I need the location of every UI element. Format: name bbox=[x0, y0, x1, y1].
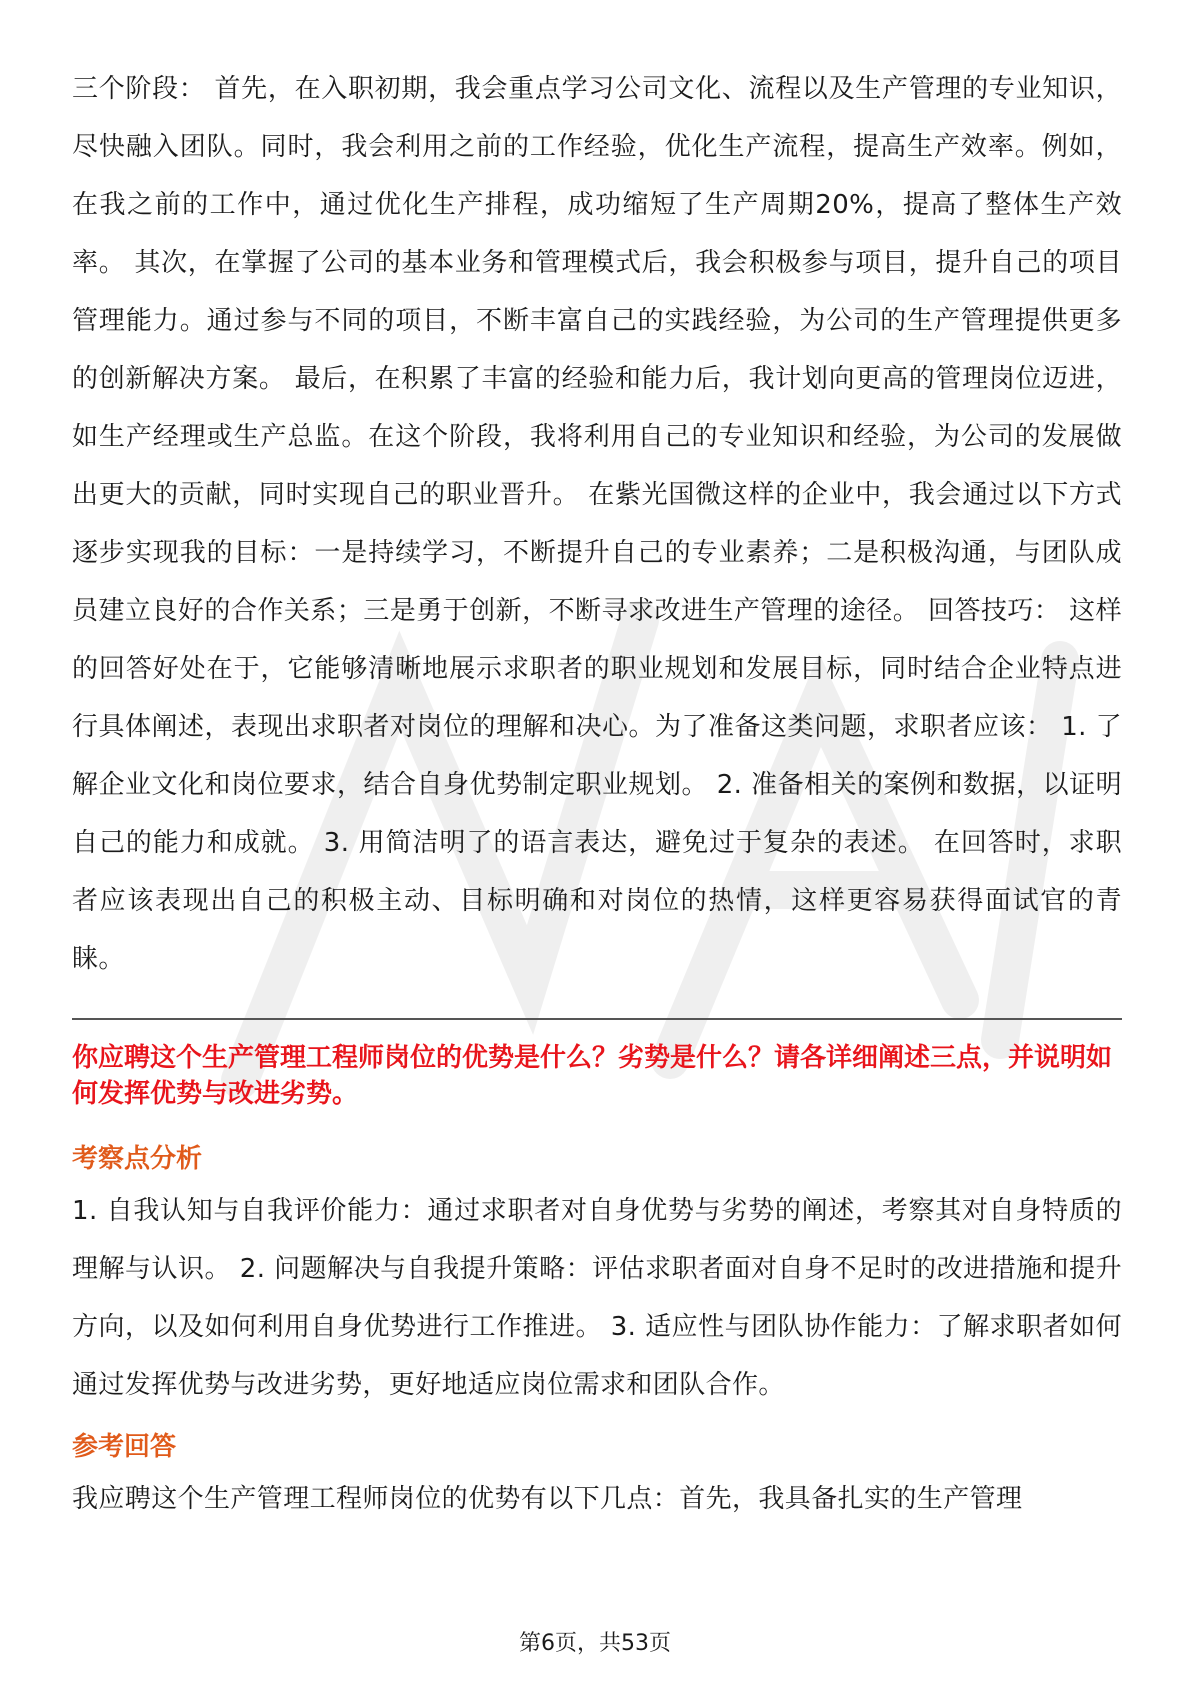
analysis-heading: 考察点分析 bbox=[72, 1144, 203, 1174]
interview-question: 你应聘这个生产管理工程师岗位的优势是什么？劣势是什么？请各详细阐述三点，并说明如何发挥优势与改进劣势。 bbox=[72, 1043, 1113, 1109]
reference-answer-heading: 参考回答 bbox=[72, 1432, 177, 1462]
answer-continuation-paragraph: 三个阶段： 首先，在入职初期，我会重点学习公司文化、流程以及生产管理的专业知识，尽快融入团队。同时，我会利用之前的工作经验，优化生产流程，提高生产效率。例如，在我之前的工作中，通过优化生产排程，成功缩短了生产周期20%，提高了整体生产效率。 其次，在掌握了公司的基本业务和管理模式后，我会积极参与项目，提升自己的项目管理能力。通过参与不同的项目，不断丰富自己的实践经验，为公司的生产管理提供更多的创新解决方案。 最后，在积累了丰富的经验和能力后，我计划向更高的管理岗位迈进，如生产经理或生产总监。在这个阶段，我将利用自己的专业知识和经验，为公司的发展做出更大的贡献，同时实现自己的职业晋升。 在紫光国微这样的企业中，我会通过以下方式逐步实现我的目标：一是持续学习，不断提升自己的专业素养；二是积极沟通，与团队成员建立良好的合作关系；三是勇于创新，不断寻求改进生产管理的途径。 回答技巧： 这样的回答好处在于，它能够清晰地展示求职者的职业规划和发展目标，同时结合企业特点进行具体阐述，表现出求职者对岗位的理解和决心。为了准备这类问题，求职者应该： 1. 了解企业文化和岗位要求，结合自身优势制定职业规划。 2. 准备相关的案例和数据，以证明自己的能力和成就。 3. 用简洁明了的语言表达，避免过于复杂的表述。 在回答时，求职者应该表现出自己的积极主动、目标明确和对岗位的热情，这样更容易获得面试官的青睐。 bbox=[72, 74, 1122, 974]
analysis-paragraph: 1. 自我认知与自我评价能力：通过求职者对自身优势与劣势的阐述，考察其对自身特质的理解与认识。 2. 问题解决与自我提升策略：评估求职者面对自身不足时的改进措施和提升方向，以及如何利用自身优势进行工作推进。 3. 适应性与团队协作能力：了解求职者如何通过发挥优势与改进劣势，更好地适应岗位需求和团队合作。 bbox=[72, 1196, 1122, 1400]
page-content bbox=[72, 60, 1122, 1528]
section-divider bbox=[72, 1018, 1122, 1020]
reference-answer-paragraph: 我应聘这个生产管理工程师岗位的优势有以下几点：首先，我具备扎实的生产管理 bbox=[72, 1484, 1023, 1514]
page-number-footer: 第6页，共53页 bbox=[519, 1631, 671, 1656]
